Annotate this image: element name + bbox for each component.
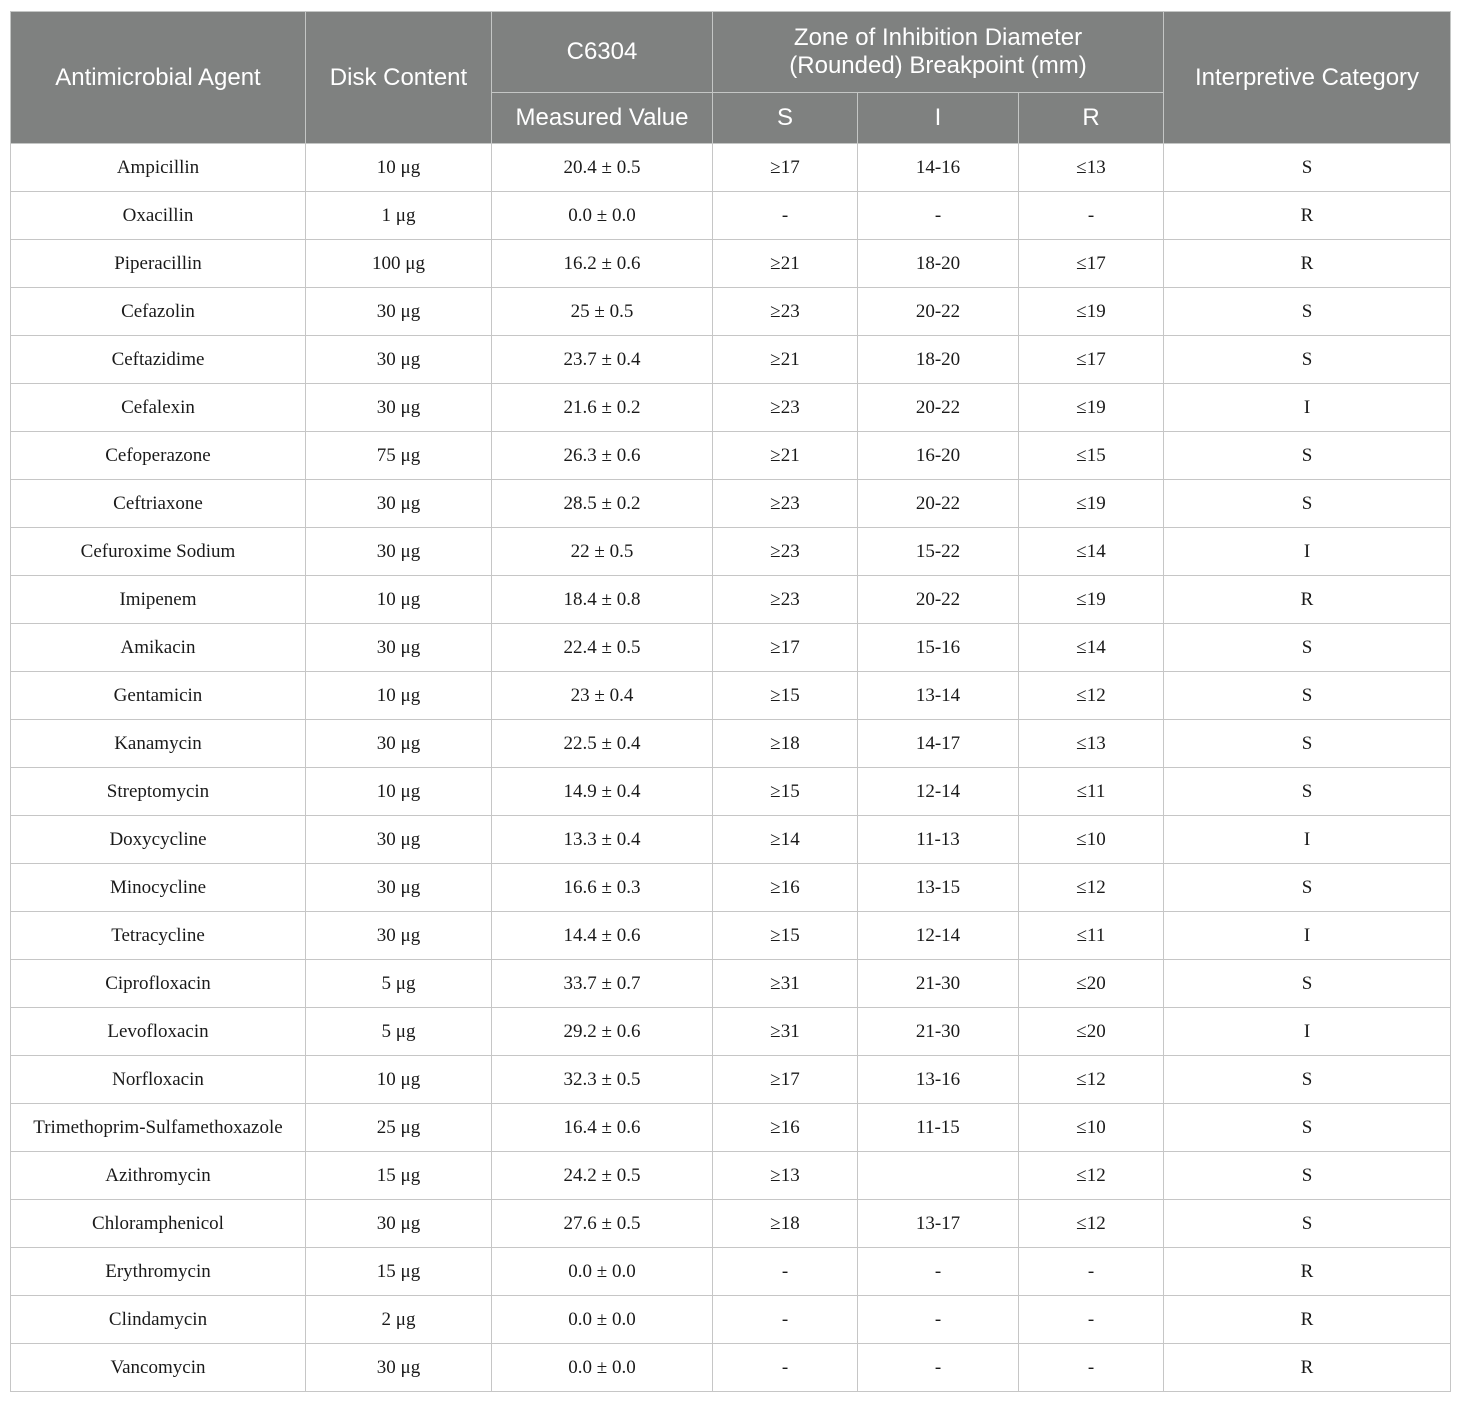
- cell-breakpoint-i: -: [858, 1296, 1019, 1344]
- cell-breakpoint-i: 16-20: [858, 432, 1019, 480]
- cell-breakpoint-i: 20-22: [858, 576, 1019, 624]
- cell-disk-content: 5 μg: [306, 1008, 492, 1056]
- cell-breakpoint-r: ≤12: [1019, 1152, 1164, 1200]
- cell-disk-content: 30 μg: [306, 288, 492, 336]
- cell-breakpoint-r: ≤12: [1019, 864, 1164, 912]
- header-zone-breakpoint: Zone of Inhibition Diameter (Rounded) Breakpoint (mm): [713, 12, 1164, 93]
- table-row: [11, 336, 1451, 384]
- table-row: [11, 768, 1451, 816]
- cell-breakpoint-r: ≤12: [1019, 1200, 1164, 1248]
- cell-breakpoint-i: 18-20: [858, 336, 1019, 384]
- cell-disk-content: 30 μg: [306, 912, 492, 960]
- cell-breakpoint-i: 11-13: [858, 816, 1019, 864]
- cell-agent: Erythromycin: [11, 1248, 306, 1296]
- cell-interpretive-category: S: [1164, 480, 1451, 528]
- table-row: [11, 1344, 1451, 1392]
- table-row: [11, 1296, 1451, 1344]
- cell-breakpoint-r: ≤19: [1019, 288, 1164, 336]
- cell-breakpoint-r: ≤11: [1019, 912, 1164, 960]
- cell-interpretive-category: S: [1164, 432, 1451, 480]
- cell-interpretive-category: R: [1164, 1296, 1451, 1344]
- cell-breakpoint-s: ≥14: [713, 816, 858, 864]
- cell-agent: Piperacillin: [11, 240, 306, 288]
- cell-breakpoint-r: ≤11: [1019, 768, 1164, 816]
- cell-breakpoint-i: 12-14: [858, 768, 1019, 816]
- cell-disk-content: 30 μg: [306, 624, 492, 672]
- cell-measured-value: 0.0 ± 0.0: [492, 1344, 713, 1392]
- cell-measured-value: 16.2 ± 0.6: [492, 240, 713, 288]
- cell-interpretive-category: I: [1164, 384, 1451, 432]
- cell-breakpoint-i: 14-17: [858, 720, 1019, 768]
- table-header: [11, 12, 1451, 144]
- cell-interpretive-category: S: [1164, 960, 1451, 1008]
- cell-breakpoint-s: ≥17: [713, 1056, 858, 1104]
- header-i: I: [858, 93, 1019, 144]
- cell-measured-value: 16.4 ± 0.6: [492, 1104, 713, 1152]
- cell-disk-content: 25 μg: [306, 1104, 492, 1152]
- cell-interpretive-category: S: [1164, 1104, 1451, 1152]
- cell-interpretive-category: S: [1164, 288, 1451, 336]
- cell-disk-content: 10 μg: [306, 144, 492, 192]
- cell-interpretive-category: R: [1164, 1248, 1451, 1296]
- cell-agent: Oxacillin: [11, 192, 306, 240]
- cell-disk-content: 30 μg: [306, 816, 492, 864]
- cell-disk-content: 2 μg: [306, 1296, 492, 1344]
- cell-breakpoint-i: 12-14: [858, 912, 1019, 960]
- cell-interpretive-category: S: [1164, 1056, 1451, 1104]
- table-row: [11, 432, 1451, 480]
- cell-breakpoint-s: ≥21: [713, 432, 858, 480]
- table-row: [11, 240, 1451, 288]
- cell-agent: Trimethoprim-Sulfamethoxazole: [11, 1104, 306, 1152]
- cell-agent: Cefalexin: [11, 384, 306, 432]
- cell-interpretive-category: I: [1164, 816, 1451, 864]
- cell-agent: Vancomycin: [11, 1344, 306, 1392]
- cell-disk-content: 30 μg: [306, 720, 492, 768]
- cell-breakpoint-i: 21-30: [858, 960, 1019, 1008]
- header-antimicrobial-agent: Antimicrobial Agent: [11, 12, 306, 144]
- cell-agent: Minocycline: [11, 864, 306, 912]
- cell-breakpoint-r: ≤13: [1019, 144, 1164, 192]
- cell-disk-content: 15 μg: [306, 1152, 492, 1200]
- cell-disk-content: 30 μg: [306, 384, 492, 432]
- table-row: [11, 960, 1451, 1008]
- cell-disk-content: 10 μg: [306, 576, 492, 624]
- cell-disk-content: 30 μg: [306, 1344, 492, 1392]
- cell-measured-value: 18.4 ± 0.8: [492, 576, 713, 624]
- header-r: R: [1019, 93, 1164, 144]
- cell-interpretive-category: I: [1164, 528, 1451, 576]
- cell-breakpoint-i: 20-22: [858, 480, 1019, 528]
- cell-breakpoint-i: 15-16: [858, 624, 1019, 672]
- cell-interpretive-category: I: [1164, 1008, 1451, 1056]
- cell-agent: Chloramphenicol: [11, 1200, 306, 1248]
- cell-breakpoint-i: 13-15: [858, 864, 1019, 912]
- table-row: [11, 1248, 1451, 1296]
- cell-breakpoint-i: -: [858, 192, 1019, 240]
- cell-measured-value: 22.5 ± 0.4: [492, 720, 713, 768]
- cell-agent: Ampicillin: [11, 144, 306, 192]
- cell-measured-value: 23 ± 0.4: [492, 672, 713, 720]
- cell-breakpoint-i: 20-22: [858, 384, 1019, 432]
- table-row: [11, 912, 1451, 960]
- cell-disk-content: 1 μg: [306, 192, 492, 240]
- cell-disk-content: 100 μg: [306, 240, 492, 288]
- cell-disk-content: 30 μg: [306, 864, 492, 912]
- cell-measured-value: 14.4 ± 0.6: [492, 912, 713, 960]
- cell-agent: Levofloxacin: [11, 1008, 306, 1056]
- cell-breakpoint-r: ≤15: [1019, 432, 1164, 480]
- cell-interpretive-category: S: [1164, 144, 1451, 192]
- cell-breakpoint-i: [858, 1152, 1019, 1200]
- cell-breakpoint-s: -: [713, 1248, 858, 1296]
- cell-measured-value: 0.0 ± 0.0: [492, 192, 713, 240]
- cell-breakpoint-r: ≤14: [1019, 624, 1164, 672]
- cell-breakpoint-r: ≤20: [1019, 960, 1164, 1008]
- cell-agent: Cefazolin: [11, 288, 306, 336]
- cell-breakpoint-r: ≤14: [1019, 528, 1164, 576]
- cell-breakpoint-i: 11-15: [858, 1104, 1019, 1152]
- cell-breakpoint-s: ≥23: [713, 384, 858, 432]
- table-row: [11, 720, 1451, 768]
- cell-interpretive-category: S: [1164, 1152, 1451, 1200]
- cell-breakpoint-i: 15-22: [858, 528, 1019, 576]
- cell-breakpoint-s: ≥23: [713, 576, 858, 624]
- cell-interpretive-category: I: [1164, 912, 1451, 960]
- cell-interpretive-category: R: [1164, 192, 1451, 240]
- susceptibility-table: [10, 11, 1451, 1392]
- header-measured-value: Measured Value: [492, 93, 713, 144]
- cell-disk-content: 10 μg: [306, 768, 492, 816]
- cell-disk-content: 30 μg: [306, 480, 492, 528]
- cell-breakpoint-r: ≤19: [1019, 384, 1164, 432]
- cell-breakpoint-s: -: [713, 192, 858, 240]
- cell-interpretive-category: S: [1164, 336, 1451, 384]
- cell-breakpoint-s: -: [713, 1296, 858, 1344]
- cell-breakpoint-r: -: [1019, 192, 1164, 240]
- cell-agent: Amikacin: [11, 624, 306, 672]
- cell-breakpoint-r: ≤12: [1019, 1056, 1164, 1104]
- cell-breakpoint-s: ≥15: [713, 912, 858, 960]
- cell-breakpoint-s: ≥16: [713, 1104, 858, 1152]
- cell-measured-value: 24.2 ± 0.5: [492, 1152, 713, 1200]
- cell-agent: Norfloxacin: [11, 1056, 306, 1104]
- cell-interpretive-category: S: [1164, 864, 1451, 912]
- cell-breakpoint-r: ≤20: [1019, 1008, 1164, 1056]
- cell-measured-value: 26.3 ± 0.6: [492, 432, 713, 480]
- table-row: [11, 384, 1451, 432]
- cell-breakpoint-s: ≥23: [713, 288, 858, 336]
- table-body: [11, 144, 1451, 1392]
- table-row: [11, 144, 1451, 192]
- cell-measured-value: 32.3 ± 0.5: [492, 1056, 713, 1104]
- cell-disk-content: 30 μg: [306, 336, 492, 384]
- cell-agent: Tetracycline: [11, 912, 306, 960]
- cell-breakpoint-i: 20-22: [858, 288, 1019, 336]
- cell-measured-value: 27.6 ± 0.5: [492, 1200, 713, 1248]
- cell-breakpoint-s: ≥18: [713, 720, 858, 768]
- cell-measured-value: 29.2 ± 0.6: [492, 1008, 713, 1056]
- cell-breakpoint-s: ≥15: [713, 672, 858, 720]
- cell-breakpoint-s: ≥17: [713, 624, 858, 672]
- cell-breakpoint-s: ≥13: [713, 1152, 858, 1200]
- cell-measured-value: 0.0 ± 0.0: [492, 1248, 713, 1296]
- cell-agent: Imipenem: [11, 576, 306, 624]
- cell-breakpoint-s: -: [713, 1344, 858, 1392]
- table-row: [11, 288, 1451, 336]
- cell-disk-content: 75 μg: [306, 432, 492, 480]
- cell-breakpoint-i: 13-17: [858, 1200, 1019, 1248]
- cell-measured-value: 13.3 ± 0.4: [492, 816, 713, 864]
- cell-breakpoint-r: -: [1019, 1296, 1164, 1344]
- cell-breakpoint-r: -: [1019, 1248, 1164, 1296]
- cell-breakpoint-s: ≥16: [713, 864, 858, 912]
- cell-breakpoint-s: ≥23: [713, 528, 858, 576]
- cell-breakpoint-s: ≥23: [713, 480, 858, 528]
- cell-disk-content: 30 μg: [306, 1200, 492, 1248]
- cell-disk-content: 15 μg: [306, 1248, 492, 1296]
- cell-breakpoint-i: 14-16: [858, 144, 1019, 192]
- table-row: [11, 672, 1451, 720]
- cell-measured-value: 0.0 ± 0.0: [492, 1296, 713, 1344]
- cell-agent: Ceftriaxone: [11, 480, 306, 528]
- cell-breakpoint-i: -: [858, 1248, 1019, 1296]
- cell-interpretive-category: S: [1164, 624, 1451, 672]
- table-row: [11, 1056, 1451, 1104]
- cell-breakpoint-s: ≥31: [713, 1008, 858, 1056]
- header-s: S: [713, 93, 858, 144]
- cell-breakpoint-s: ≥15: [713, 768, 858, 816]
- cell-agent: Ceftazidime: [11, 336, 306, 384]
- cell-breakpoint-s: ≥18: [713, 1200, 858, 1248]
- cell-breakpoint-r: ≤17: [1019, 336, 1164, 384]
- table-row: [11, 576, 1451, 624]
- cell-measured-value: 25 ± 0.5: [492, 288, 713, 336]
- cell-measured-value: 14.9 ± 0.4: [492, 768, 713, 816]
- cell-breakpoint-r: -: [1019, 1344, 1164, 1392]
- cell-agent: Azithromycin: [11, 1152, 306, 1200]
- cell-breakpoint-r: ≤10: [1019, 1104, 1164, 1152]
- table-row: [11, 1008, 1451, 1056]
- cell-breakpoint-i: 13-14: [858, 672, 1019, 720]
- table-row: [11, 1152, 1451, 1200]
- cell-breakpoint-r: ≤17: [1019, 240, 1164, 288]
- cell-disk-content: 10 μg: [306, 672, 492, 720]
- table-row: [11, 624, 1451, 672]
- cell-interpretive-category: S: [1164, 672, 1451, 720]
- cell-measured-value: 22.4 ± 0.5: [492, 624, 713, 672]
- cell-interpretive-category: R: [1164, 576, 1451, 624]
- cell-interpretive-category: S: [1164, 768, 1451, 816]
- cell-disk-content: 10 μg: [306, 1056, 492, 1104]
- cell-agent: Cefoperazone: [11, 432, 306, 480]
- table-row: [11, 528, 1451, 576]
- cell-breakpoint-r: ≤13: [1019, 720, 1164, 768]
- cell-measured-value: 21.6 ± 0.2: [492, 384, 713, 432]
- header-interpretive-category: Interpretive Category: [1164, 12, 1451, 144]
- cell-measured-value: 22 ± 0.5: [492, 528, 713, 576]
- cell-agent: Kanamycin: [11, 720, 306, 768]
- table-row: [11, 816, 1451, 864]
- cell-agent: Cefuroxime Sodium: [11, 528, 306, 576]
- cell-measured-value: 20.4 ± 0.5: [492, 144, 713, 192]
- cell-agent: Ciprofloxacin: [11, 960, 306, 1008]
- cell-interpretive-category: R: [1164, 240, 1451, 288]
- cell-breakpoint-i: 13-16: [858, 1056, 1019, 1104]
- cell-breakpoint-r: ≤19: [1019, 480, 1164, 528]
- cell-agent: Doxycycline: [11, 816, 306, 864]
- table-row: [11, 864, 1451, 912]
- cell-measured-value: 28.5 ± 0.2: [492, 480, 713, 528]
- cell-measured-value: 16.6 ± 0.3: [492, 864, 713, 912]
- cell-interpretive-category: S: [1164, 720, 1451, 768]
- cell-breakpoint-s: ≥17: [713, 144, 858, 192]
- table-row: [11, 1104, 1451, 1152]
- cell-breakpoint-r: ≤12: [1019, 672, 1164, 720]
- cell-breakpoint-s: ≥21: [713, 240, 858, 288]
- cell-disk-content: 30 μg: [306, 528, 492, 576]
- cell-interpretive-category: S: [1164, 1200, 1451, 1248]
- table-row: [11, 480, 1451, 528]
- cell-measured-value: 23.7 ± 0.4: [492, 336, 713, 384]
- cell-breakpoint-i: -: [858, 1344, 1019, 1392]
- cell-breakpoint-s: ≥31: [713, 960, 858, 1008]
- table-row: [11, 1200, 1451, 1248]
- cell-breakpoint-i: 18-20: [858, 240, 1019, 288]
- cell-interpretive-category: R: [1164, 1344, 1451, 1392]
- table-row: [11, 192, 1451, 240]
- header-disk-content: Disk Content: [306, 12, 492, 144]
- cell-breakpoint-i: 21-30: [858, 1008, 1019, 1056]
- cell-agent: Clindamycin: [11, 1296, 306, 1344]
- header-strain: C6304: [492, 12, 713, 93]
- cell-breakpoint-s: ≥21: [713, 336, 858, 384]
- cell-disk-content: 5 μg: [306, 960, 492, 1008]
- cell-breakpoint-r: ≤19: [1019, 576, 1164, 624]
- cell-breakpoint-r: ≤10: [1019, 816, 1164, 864]
- cell-measured-value: 33.7 ± 0.7: [492, 960, 713, 1008]
- cell-agent: Gentamicin: [11, 672, 306, 720]
- cell-agent: Streptomycin: [11, 768, 306, 816]
